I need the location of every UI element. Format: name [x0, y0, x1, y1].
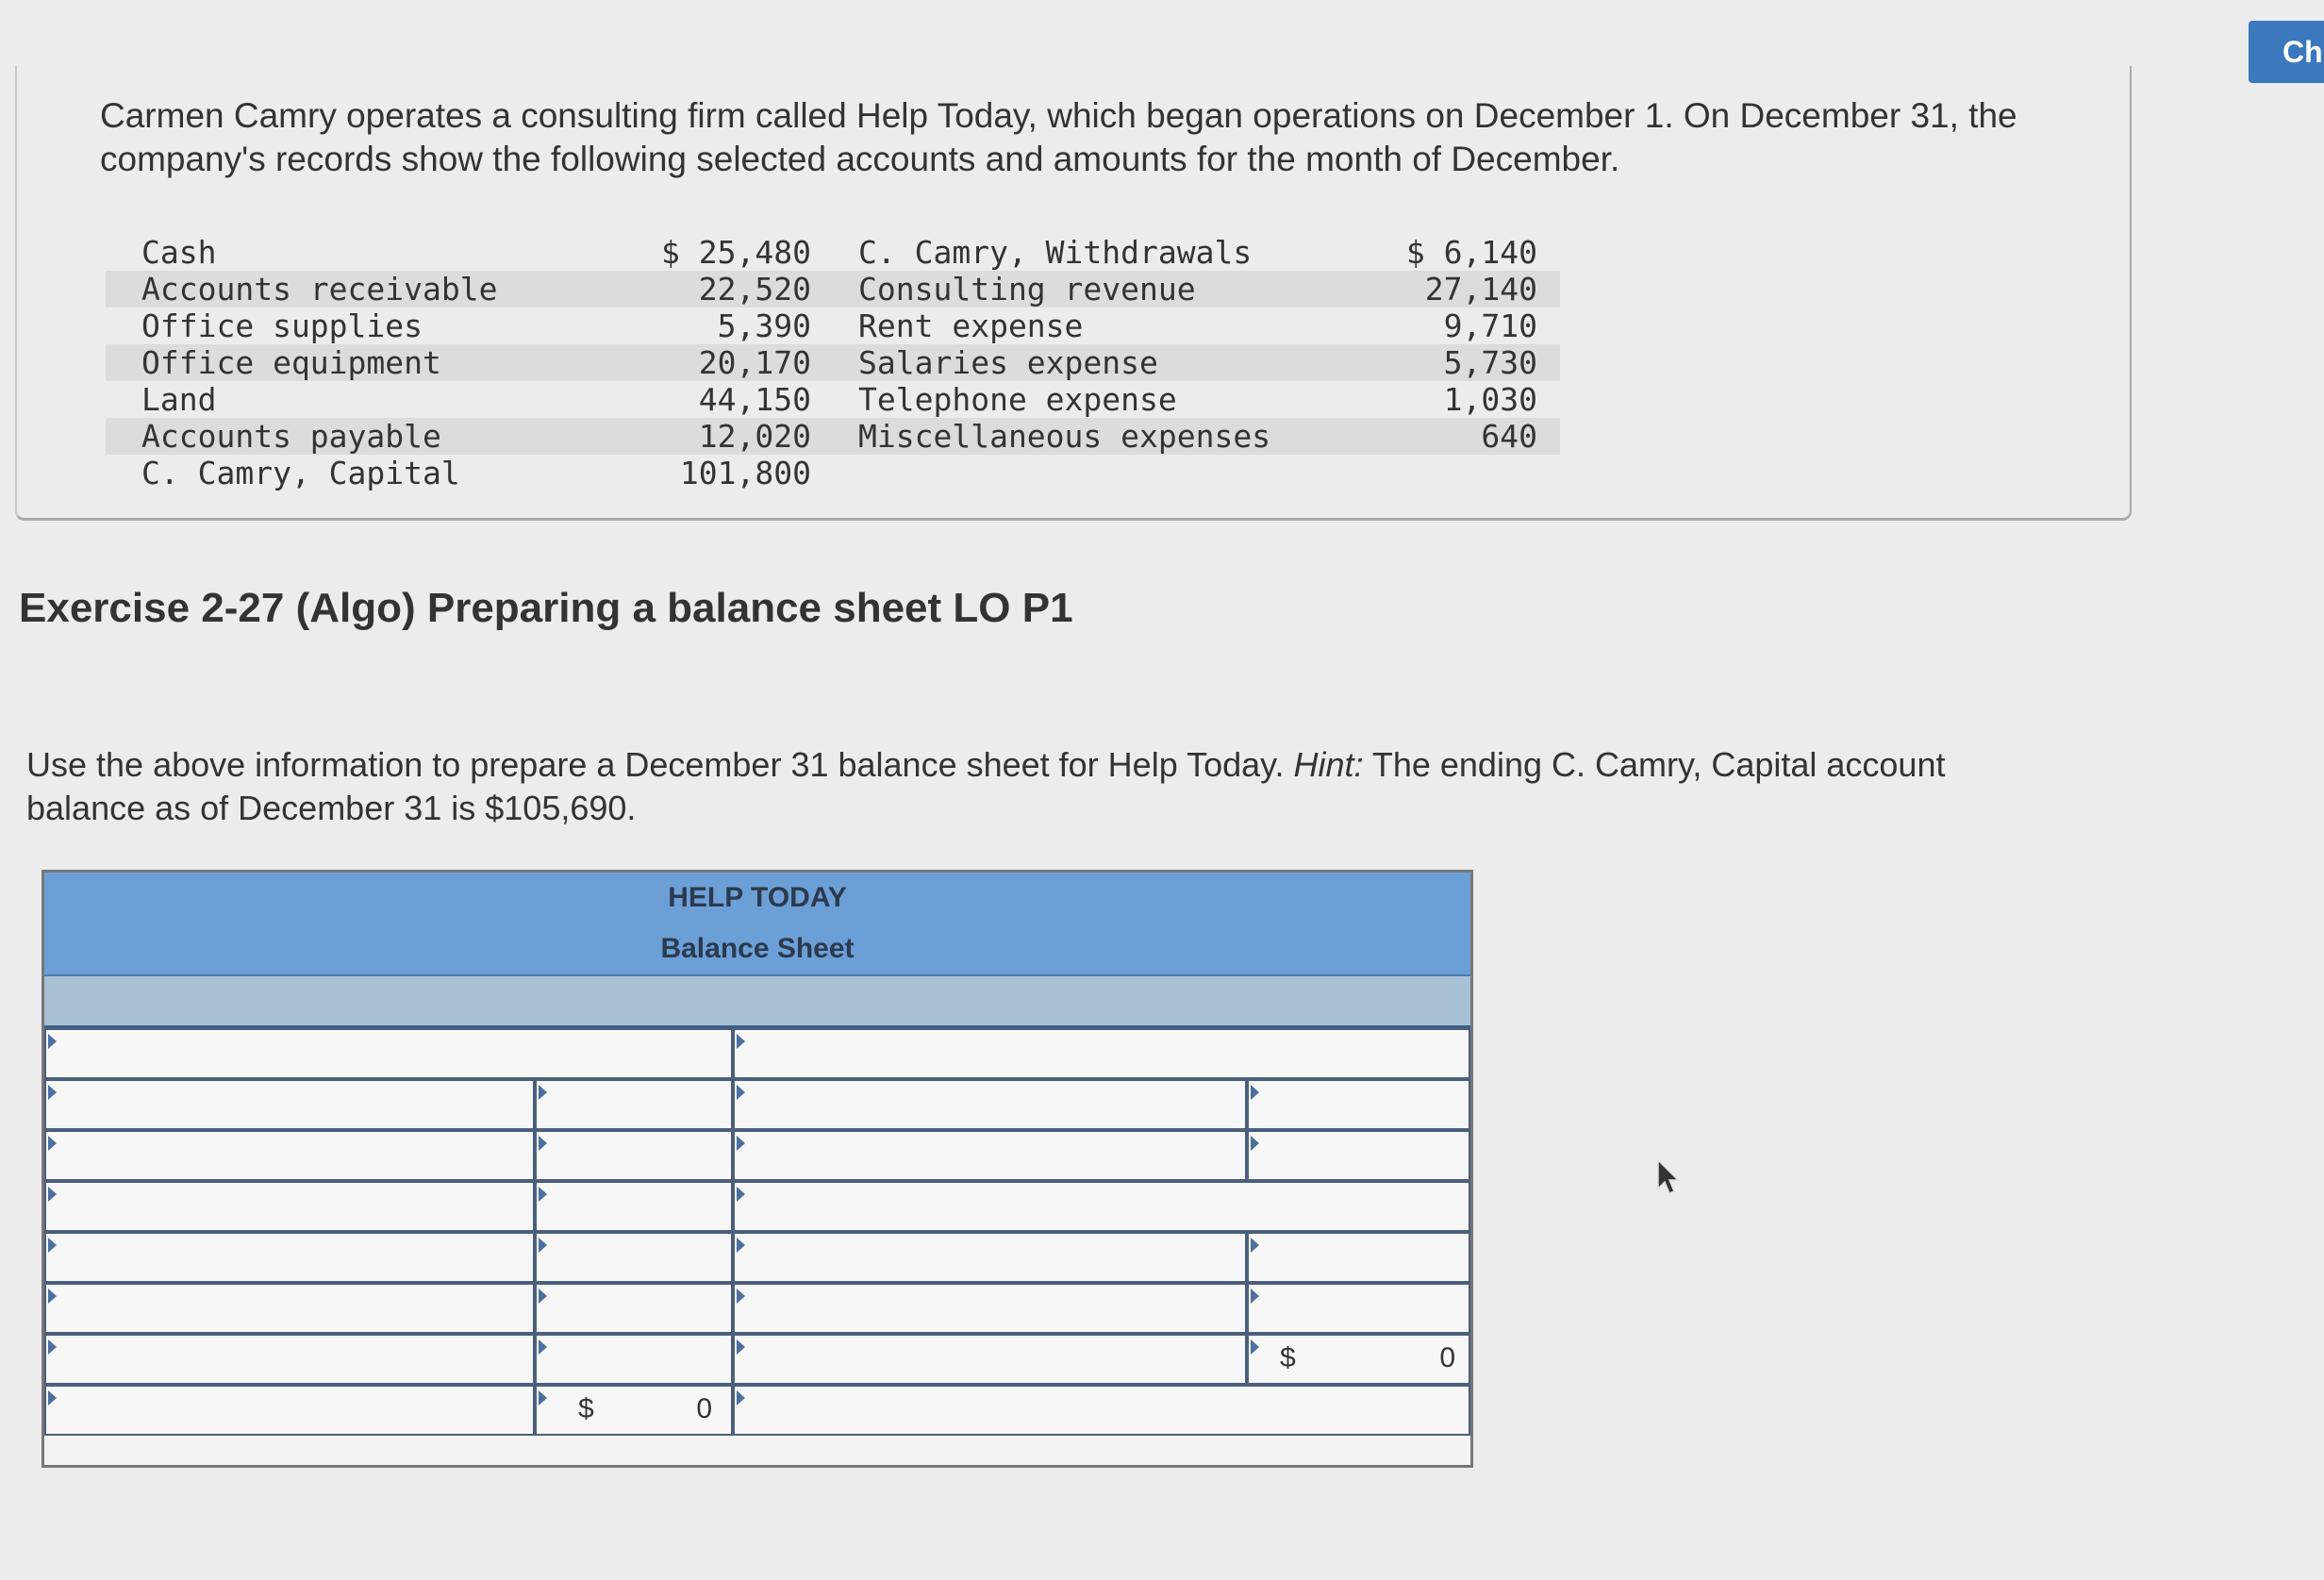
account-name: Accounts payable [106, 418, 641, 455]
account-name: Accounts receivable [106, 271, 641, 308]
table-row [106, 418, 1560, 455]
account-amount: $ 6,140 [1405, 234, 1537, 271]
account-amount: 9,710 [1443, 308, 1537, 344]
asset-amount-input[interactable] [535, 1130, 733, 1181]
account-name: Office equipment [106, 344, 641, 381]
hint-text: The ending C. Camry, Capital account balance as of December 31 is $105,690. [26, 745, 1946, 827]
table-row [106, 455, 1560, 491]
account-name: Salaries expense [821, 344, 1349, 381]
hint-label: Hint: [1293, 745, 1364, 784]
liability-label-input[interactable] [733, 1130, 1247, 1181]
liability-amount-input[interactable] [1247, 1130, 1470, 1181]
equity-label-input[interactable] [733, 1181, 1470, 1232]
table-row [106, 344, 1560, 381]
company-name: HELP TODAY [44, 873, 1470, 925]
asset-label-input[interactable] [44, 1028, 733, 1079]
equity-label-input[interactable] [733, 1283, 1247, 1334]
table-row [106, 308, 1560, 344]
asset-label-input[interactable] [44, 1232, 535, 1283]
left-total-value: 0 [696, 1393, 712, 1424]
account-amount: $ 25,480 [661, 234, 811, 271]
liability-amount-input[interactable] [1247, 1079, 1470, 1130]
account-amount: 1,030 [1443, 381, 1537, 418]
asset-label-input[interactable] [44, 1130, 535, 1181]
account-amount: 27,140 [1349, 271, 1560, 308]
empty-row[interactable] [733, 1385, 1470, 1436]
right-total-dollar: $ [1280, 1342, 1296, 1373]
instructions-main: Use the above information to prepare a December 31 balance sheet for Help Today. [26, 745, 1294, 784]
account-name: Rent expense [858, 308, 1084, 344]
table-row [106, 381, 1560, 418]
account-amount: 5,730 [1349, 344, 1560, 381]
asset-amount-input[interactable] [535, 1079, 733, 1130]
problem-intro: Carmen Camry operates a consulting firm called Help Today, which began operations on December 1. On December 31, the company's records show the following selected accounts and amounts for the month of December. [100, 96, 2017, 178]
asset-label-input[interactable] [44, 1334, 535, 1385]
account-amount: 12,020 [641, 418, 821, 455]
total-liabilities-equity-label-input[interactable] [733, 1334, 1247, 1385]
total-assets-label-input[interactable] [44, 1385, 535, 1436]
account-amount: 22,520 [641, 271, 821, 308]
account-name: Consulting revenue [821, 271, 1349, 308]
liability-label-input[interactable] [733, 1079, 1247, 1130]
asset-label-input[interactable] [44, 1283, 535, 1334]
accounts-table [106, 234, 1560, 491]
account-amount: 44,150 [698, 381, 811, 418]
table-row [106, 271, 1560, 308]
equity-amount-input[interactable] [1247, 1283, 1470, 1334]
balance-sheet [42, 870, 1473, 1468]
left-total-dollar: $ [578, 1393, 594, 1424]
asset-amount-input[interactable] [535, 1181, 733, 1232]
account-name: Office supplies [141, 308, 423, 344]
account-amount: 101,800 [679, 455, 811, 491]
account-name: Telephone expense [858, 381, 1177, 418]
right-total-value: 0 [1439, 1342, 1455, 1373]
equity-label-input[interactable] [733, 1232, 1247, 1283]
date-row[interactable] [44, 976, 1470, 1028]
check-button[interactable]: Ch [2249, 21, 2324, 83]
asset-label-input[interactable] [44, 1079, 535, 1130]
account-amount: 640 [1349, 418, 1560, 455]
equity-amount-input[interactable] [1247, 1232, 1470, 1283]
account-name: Miscellaneous expenses [821, 418, 1349, 455]
table-row [106, 234, 1560, 271]
account-name: C. Camry, Withdrawals [858, 234, 1253, 271]
account-name: Land [141, 381, 217, 418]
asset-amount-input[interactable] [535, 1334, 733, 1385]
asset-amount-input[interactable] [535, 1232, 733, 1283]
exercise-title: Exercise 2-27 (Algo) Preparing a balance sheet LO P1 [19, 585, 1073, 631]
account-name: Cash [141, 234, 217, 271]
asset-label-input[interactable] [44, 1181, 535, 1232]
account-name: C. Camry, Capital [141, 455, 460, 491]
instructions [26, 743, 2026, 830]
asset-amount-input[interactable] [535, 1283, 733, 1334]
mouse-cursor-icon [1656, 1158, 1681, 1196]
account-amount: 20,170 [641, 344, 821, 381]
account-amount: 5,390 [717, 308, 811, 344]
statement-title: Balance Sheet [44, 923, 1470, 976]
liability-label-input[interactable] [733, 1028, 1470, 1079]
